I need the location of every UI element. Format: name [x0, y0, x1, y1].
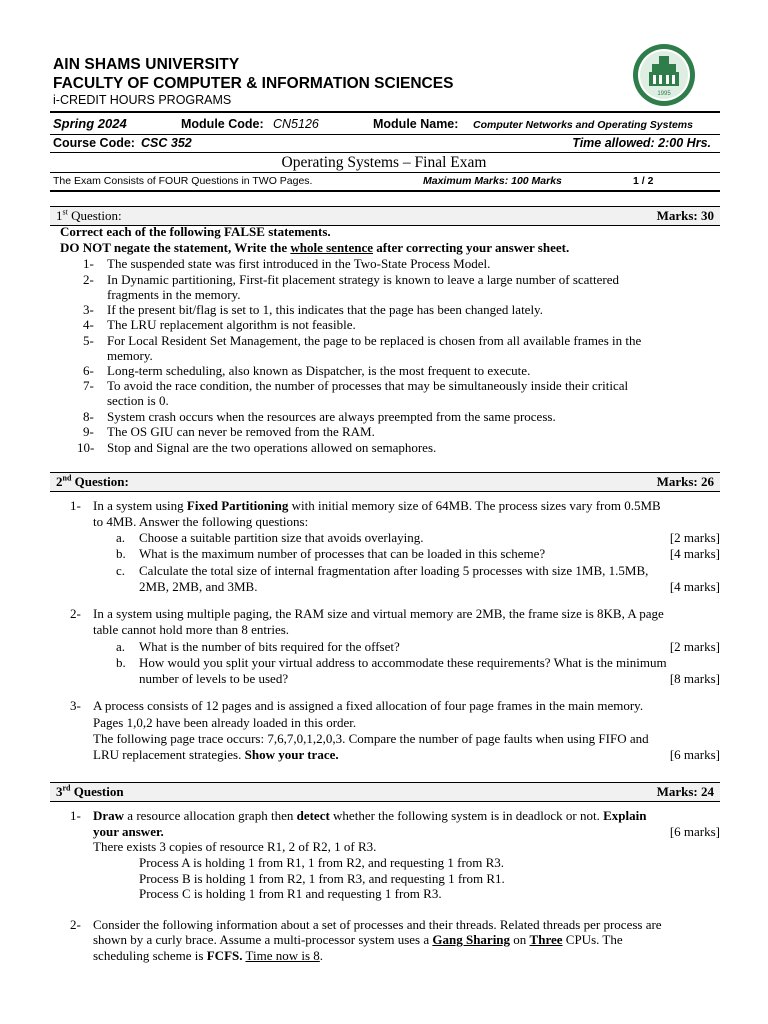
part-text-cont: There exists 3 copies of resource R1, 2 of R2, 1 of R3. [93, 839, 377, 854]
q1-marks: Marks: 30 [656, 208, 714, 223]
q2-label: Question: [71, 474, 129, 489]
part-text-cont: to 4MB. Answer the following questions: [93, 514, 309, 529]
q1-instruction-2: DO NOT negate the statement, Write the whole sentence after correcting your answer sheet. [60, 240, 570, 255]
q3-label: Question [70, 784, 124, 799]
sub-item-letter: b. [116, 546, 126, 561]
part-marks: [6 marks] [669, 824, 720, 839]
part-text: Draw a resource allocation graph then detect whether the following system is in deadlock or not. Explain [93, 808, 647, 823]
q1-ordinal: st [62, 207, 68, 217]
sub-item-marks: [2 marks] [669, 639, 720, 654]
list-item-number: 9- [83, 424, 94, 439]
max-marks: Maximum Marks: 100 Marks [423, 175, 562, 187]
q3-ordinal: rd [62, 783, 71, 793]
sub-item-marks: [4 marks] [669, 546, 720, 561]
list-item-number: 10- [77, 440, 95, 455]
part-text-cont: scheduling scheme is FCFS. Time now is 8. [93, 948, 324, 963]
part-text: In a system using multiple paging, the RAM size and virtual memory are 2MB, the frame size is 8KB, A page [93, 606, 664, 621]
info-divider-4 [50, 190, 720, 192]
sub-item-letter: b. [116, 655, 126, 670]
list-item: System crash occurs when the resources are always preempted from the same process. [107, 409, 556, 424]
sub-item-text: Calculate the total size of internal fragmentation after loading 5 processes with size 1MB, 1.5MB, [139, 563, 649, 578]
q2-marks: Marks: 26 [656, 474, 714, 489]
list-item: Stop and Signal are the two operations allowed on semaphores. [107, 440, 437, 455]
part-number: 2- [70, 606, 81, 621]
module-name-label: Module Name: [373, 117, 459, 131]
list-item: The OS GIU can never be removed from the RAM. [107, 424, 375, 439]
list-item-number: 2- [83, 272, 94, 287]
part-number: 1- [70, 498, 81, 513]
part-number: 2- [70, 917, 81, 932]
sub-item-letter: a. [116, 530, 126, 545]
q1-label: Question: [67, 208, 122, 223]
module-row [53, 116, 717, 134]
program-name: i-CREDIT HOURS PROGRAMS [53, 93, 232, 107]
sub-item-letter: c. [116, 563, 126, 578]
part-text-cont: shown by a curly brace. Assume a multi-processor system uses a Gang Sharing on Three CPUs. The [93, 932, 623, 947]
list-item-number: 8- [83, 409, 94, 424]
page-number: 1 / 2 [633, 175, 654, 187]
part-number: 1- [70, 808, 81, 823]
list-item: The suspended state was first introduced in the Two-State Process Model. [107, 256, 491, 271]
question-3-header [50, 782, 720, 802]
part-text: In a system using Fixed Partitioning with initial memory size of 64MB. The process sizes vary from 0.5MB [93, 498, 661, 513]
sub-item-marks: [4 marks] [669, 579, 720, 594]
info-divider-3 [50, 172, 720, 173]
question-1-header [50, 206, 720, 226]
list-item-number: 6- [83, 363, 94, 378]
list-item-cont: fragments in the memory. [107, 287, 241, 302]
list-item-number: 5- [83, 333, 94, 348]
faculty-name: FACULTY OF COMPUTER & INFORMATION SCIENCES [53, 75, 454, 92]
sub-item-letter: a. [116, 639, 126, 654]
part-text-cont: The following page trace occurs: 7,6,7,0,1,2,0,3. Compare the number of page faults when using FIFO and [93, 731, 649, 746]
list-item: The LRU replacement algorithm is not feasible. [107, 317, 356, 332]
q1-instruction-1: Correct each of the following FALSE statements. [60, 224, 331, 239]
q2-ordinal: nd [62, 473, 72, 483]
list-item: To avoid the race condition, the number of processes that may be simultaneously inside their critical [107, 378, 629, 393]
module-code-label: Module Code: [181, 117, 264, 131]
part-text-cont: Pages 1,0,2 have been already loaded in this order. [93, 715, 357, 730]
list-item: For Local Resident Set Management, the page to be replaced is chosen from all available frames in the [107, 333, 642, 348]
list-item: Long-term scheduling, also known as Dispatcher, is the most frequent to execute. [107, 363, 531, 378]
exam-title: Operating Systems – Final Exam [281, 154, 487, 171]
q1-number: 1 [56, 208, 63, 223]
list-item: If the present bit/flag is set to 1, this indicates that the page has been changed lately. [107, 302, 543, 317]
module-name: Computer Networks and Operating Systems [473, 119, 693, 131]
part-marks: [6 marks] [669, 747, 720, 762]
list-item-number: 4- [83, 317, 94, 332]
info-divider-2 [50, 152, 720, 153]
course-code-label: Course Code: [53, 136, 135, 150]
sub-item-text: Choose a suitable partition size that avoids overlaying. [139, 530, 424, 545]
process-line: Process A is holding 1 from R1, 1 from R2, and requesting 1 from R3. [139, 855, 505, 870]
header-divider [50, 111, 720, 113]
sub-item-text: How would you split your virtual address to accommodate these requirements? What is the minimum [139, 655, 667, 670]
list-item: In Dynamic partitioning, First-fit placement strategy is known to leave a large number of scattered [107, 272, 620, 287]
list-item-cont: section is 0. [107, 393, 169, 408]
module-code: CN5126 [273, 117, 319, 131]
q3-marks: Marks: 24 [656, 784, 714, 799]
part-text-cont: your answer. [93, 824, 164, 839]
q2-number: 2 [56, 474, 63, 489]
part-text-cont: table cannot hold more than 8 entries. [93, 622, 290, 637]
exam-summary-row [53, 175, 717, 189]
process-line: Process B is holding 1 from R2, 1 from R3, and requesting 1 from R1. [139, 871, 505, 886]
part-number: 3- [70, 698, 81, 713]
logo-year: 1995 [657, 91, 671, 97]
list-item-number: 1- [83, 256, 94, 271]
process-line: Process C is holding 1 from R1 and requesting 1 from R3. [139, 886, 442, 901]
q3-number: 3 [56, 784, 63, 799]
question-2-header [50, 472, 720, 492]
sub-item-text-cont: 2MB, 2MB, and 3MB. [139, 579, 258, 594]
part-text-cont: LRU replacement strategies. Show your trace. [93, 747, 339, 762]
exam-term: Spring 2024 [53, 116, 127, 131]
part-text: A process consists of 12 pages and is assigned a fixed allocation of four page frames in the main memory. [93, 698, 644, 713]
sub-item-text-cont: number of levels to be used? [139, 671, 289, 686]
list-item-number: 3- [83, 302, 94, 317]
university-name: AIN SHAMS UNIVERSITY [53, 56, 240, 73]
university-seal-icon [631, 42, 697, 108]
list-item-cont: memory. [107, 348, 153, 363]
list-item-number: 7- [83, 378, 94, 393]
sub-item-text: What is the maximum number of processes that can be loaded in this scheme? [139, 546, 546, 561]
time-allowed: Time allowed: 2:00 Hrs. [572, 136, 711, 150]
sub-item-text: What is the number of bits required for the offset? [139, 639, 400, 654]
part-text: Consider the following information about a set of processes and their threads. Related threads per process are [93, 917, 662, 932]
sub-item-marks: [2 marks] [669, 530, 720, 545]
course-code: CSC 352 [141, 136, 192, 150]
exam-consists: The Exam Consists of FOUR Questions in TWO Pages. [53, 175, 313, 187]
info-divider-1 [50, 134, 720, 135]
sub-item-marks: [8 marks] [669, 671, 720, 686]
